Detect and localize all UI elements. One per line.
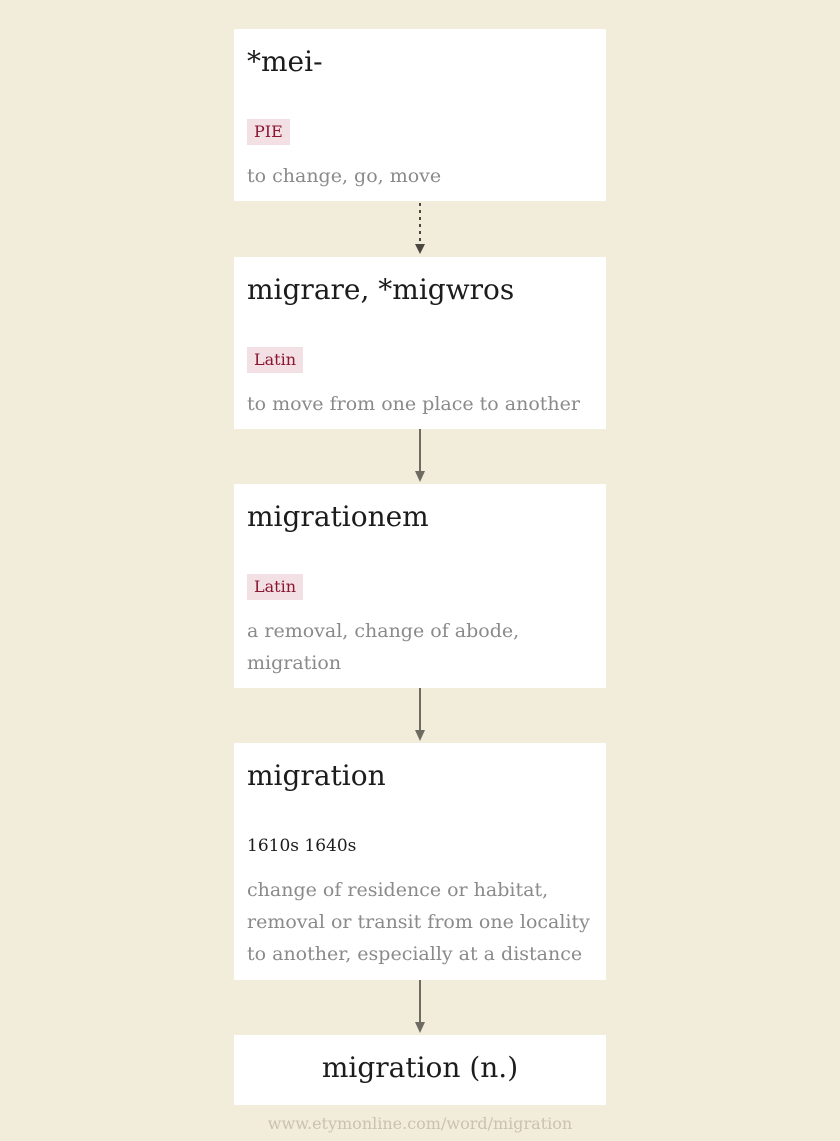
language-badge: Latin <box>247 347 303 373</box>
etymology-final-node <box>234 1035 606 1105</box>
arrow-connector <box>410 688 430 743</box>
arrow-connector <box>410 980 430 1035</box>
etymology-node-latin-noun <box>234 484 606 688</box>
node-definition: change of residence or habitat, removal or transit from one locality to another, especially at a distance <box>247 879 590 965</box>
final-term: migration (n.) <box>321 1051 519 1084</box>
node-term: *mei- <box>247 45 323 78</box>
node-definition: to change, go, move <box>247 165 442 187</box>
node-term: migrationem <box>247 500 429 533</box>
node-definition: to move from one place to another <box>247 393 580 415</box>
etymology-node-latin-verb <box>234 257 606 429</box>
node-dates: 1610s 1640s <box>247 836 357 856</box>
etymology-node-pie <box>234 29 606 201</box>
language-badge: PIE <box>247 119 290 145</box>
dotted-arrow-connector <box>410 201 430 257</box>
source-url: www.etymonline.com/word/migration <box>267 1114 573 1133</box>
node-term: migration <box>247 759 386 792</box>
arrow-connector <box>410 429 430 484</box>
node-definition: a removal, change of abode, migration <box>247 620 520 674</box>
node-term: migrare, *migwros <box>247 273 515 306</box>
language-badge: Latin <box>247 574 303 600</box>
etymology-node-english <box>234 743 606 980</box>
